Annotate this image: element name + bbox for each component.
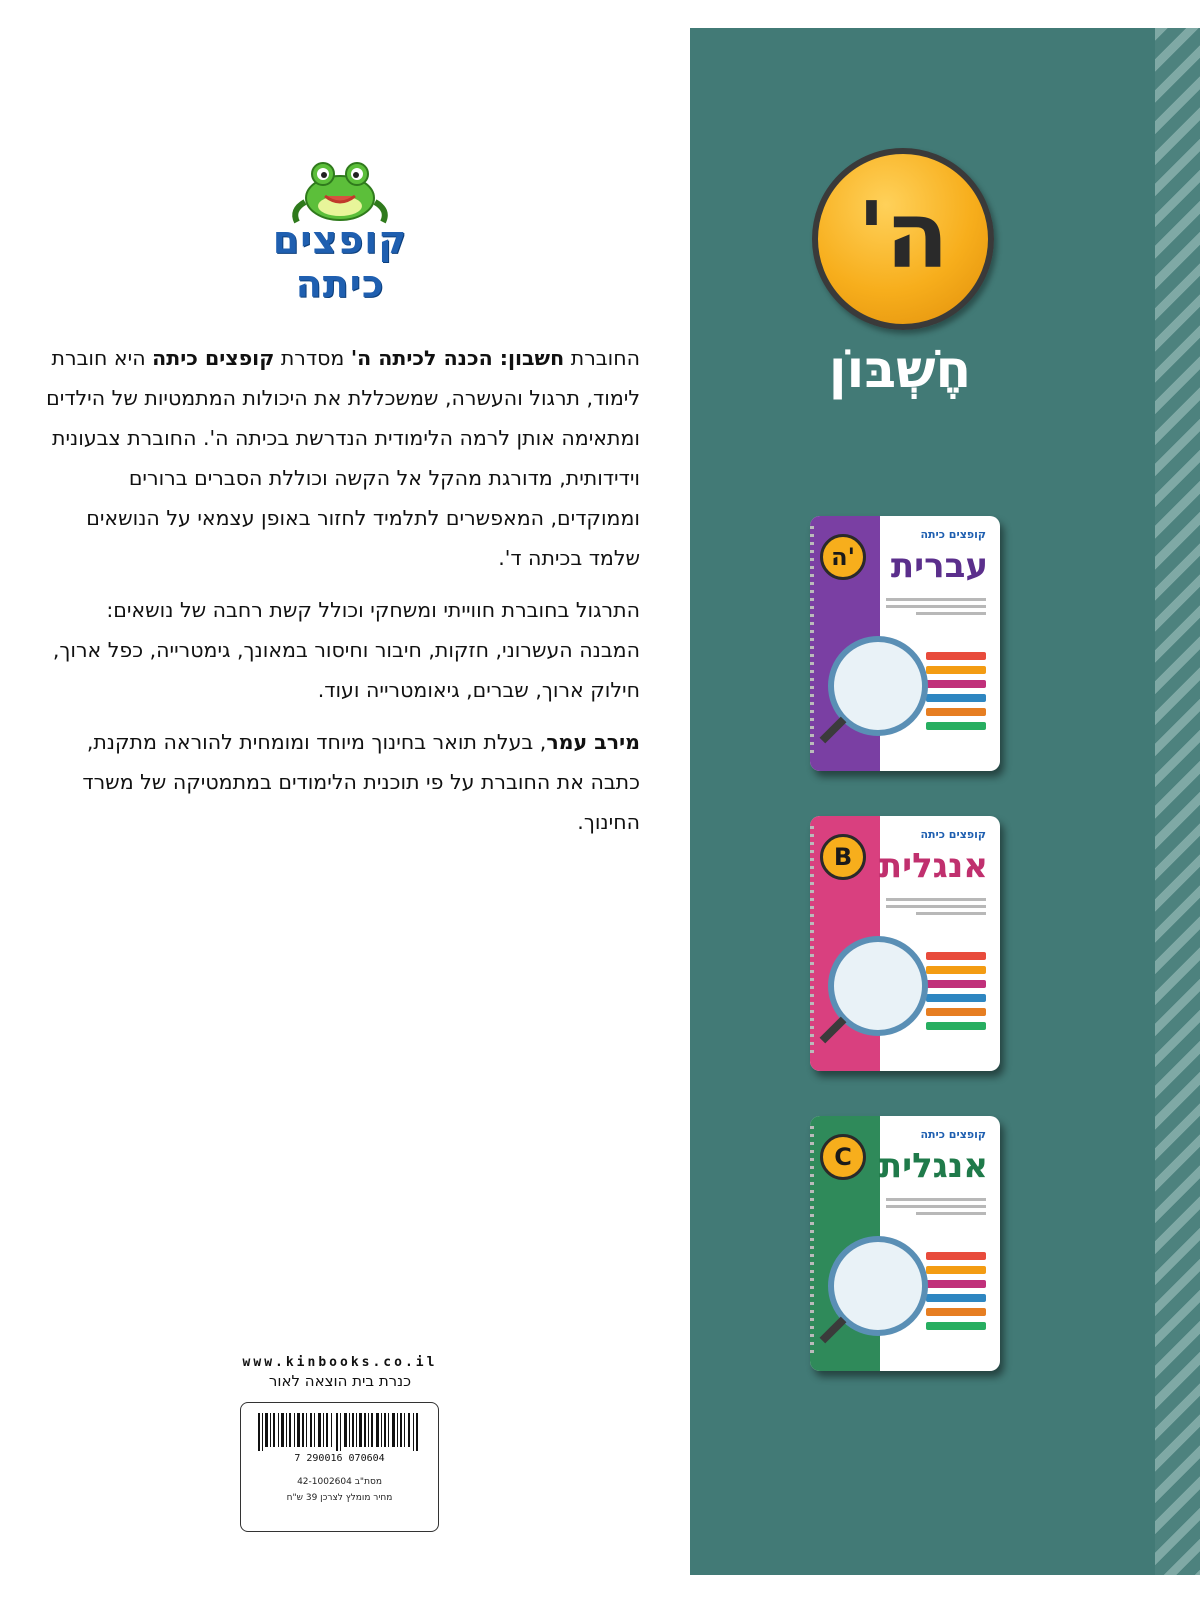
spiral-binding (810, 826, 814, 1056)
subject-title: חֶשְׁבּוֹן (828, 340, 972, 400)
text: החוברת (564, 346, 640, 370)
series-name-bold: קופצים כיתה (152, 346, 275, 370)
book-badge: ה' (820, 534, 866, 580)
logo-text: קופצים כיתה (272, 218, 408, 306)
price-line: מחיר מומלץ לצרכן 39 ש"ח (286, 1493, 393, 1503)
spiral-binding (810, 526, 814, 756)
diagonal-stripes (1155, 28, 1200, 1575)
barcode-number: 7 290016 070604 (294, 1453, 385, 1464)
book-subtitle-lines (886, 894, 986, 919)
barcode-box (240, 1402, 439, 1532)
text: , בעלת תואר בחינוך מיוחד ומומחית להוראה מתקנת, כתבה את החוברת על פי תוכנית הלימודים במתמטיקה של משרד החינוך. (82, 730, 640, 834)
book-title: אנגלית (878, 846, 988, 886)
text: היא חוברת לימוד, תרגול והעשרה, שמשכללת את היכולות המתמטיות של הילדים ומתאימה אותן לרמה הלימודית הנדרשת בכיתה ה'. החוברת צבעונית וידידותית, מדורגת מהקל אל הקשה וכוללת הסברים ברורים וממוקדים, המאפשרים לתלמיד לחזור באופן עצמאי על הנושאים שלמד בכיתה ד'. (46, 346, 640, 570)
barcode-icon (256, 1413, 422, 1451)
cover-spine (690, 28, 1200, 1575)
book-brand: קופצים כיתה (920, 1128, 986, 1141)
spiral-binding (810, 1126, 814, 1356)
related-book-english-b (810, 816, 1000, 1071)
publisher-name: כנרת בית הוצאה לאור (268, 1372, 412, 1390)
author-name: מירב עמר (546, 730, 640, 754)
kofzim-kita-logo (225, 150, 455, 306)
description-paragraph-2: התרגול בחוברת חווייתי ומשחקי וכולל קשת רחבה של נושאים: המבנה העשרוני, חזקות, חיבור וחיסור במאונך, גימטרייה, כפל ארוך, חילוק ארוך, שברים, גיאומטרייה ועוד. (52, 598, 640, 702)
book-description (45, 338, 640, 854)
publisher-website: www.kinbooks.co.il (242, 1355, 438, 1370)
related-book-hebrew (810, 516, 1000, 771)
description-paragraph-1 (45, 338, 640, 578)
book-brand: קופצים כיתה (920, 828, 986, 841)
book-subtitle-lines (886, 594, 986, 619)
grade-badge (812, 148, 994, 330)
book-badge: C (820, 1134, 866, 1180)
book-topic-tabs (926, 946, 986, 1036)
description-paragraph-3 (45, 722, 640, 842)
catalog-number: מסת"ב 42-1002604 (297, 1477, 382, 1487)
book-title: אנגלית (878, 1146, 988, 1186)
publisher-info (240, 1355, 440, 1390)
book-title-bold: חשבון: הכנה לכיתה ה' (350, 346, 565, 370)
book-brand: קופצים כיתה (920, 528, 986, 541)
book-topic-tabs (926, 646, 986, 736)
book-badge: B (820, 834, 866, 880)
grade-letter: ה' (857, 182, 949, 289)
related-book-english-c (810, 1116, 1000, 1371)
book-title: עברית (890, 546, 988, 586)
book-subtitle-lines (886, 1194, 986, 1219)
text: מסדרת (274, 346, 351, 370)
book-topic-tabs (926, 1246, 986, 1336)
